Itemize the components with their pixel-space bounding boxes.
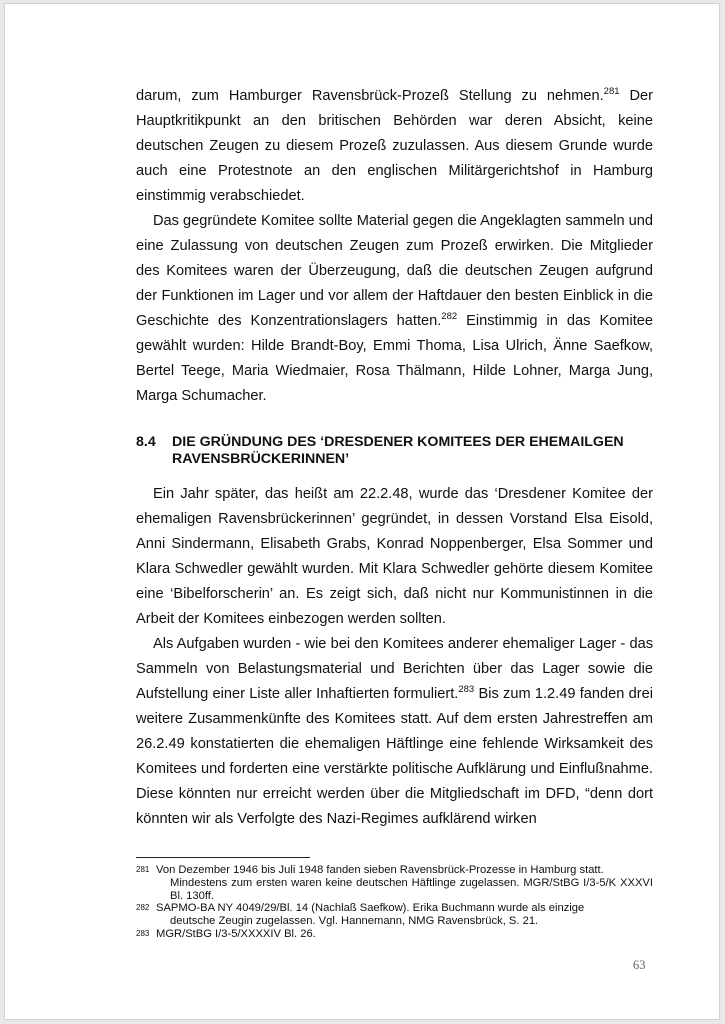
- section-heading: [136, 434, 653, 468]
- section-number: 8.4: [136, 434, 156, 450]
- footnote-text: Von Dezember 1946 bis Juli 1948 fanden sieben Ravensbrück-Prozesse in Hamburg statt.: [156, 864, 604, 876]
- paragraph-3: Ein Jahr später, das heißt am 22.2.48, wurde das ‘Dresdener Komitee der ehemaligen Ravensbrückerinnen’ gegründet, in dessen Vorstand Elsa Eisold, Anni Sindermann, Elisabeth Grabs, Konrad Noppenberger, Elsa Sommer und Klara Schwedler gewählt wurden. Mit Klara Schwedler gehörte diesem Komitee eine ‘Bibelforscherin’ an. Es zeigt sich, daß nicht nur Kommunistinnen in die Arbeit der Komitees einbezogen werden sollten.: [136, 486, 653, 627]
- footnote-number: 282: [136, 903, 150, 913]
- footnote-281: [136, 864, 653, 902]
- footnote-ref-281[interactable]: 281: [603, 86, 620, 97]
- footnote-ref-283[interactable]: 283: [458, 684, 475, 695]
- paragraph-2: Das gegründete Komitee sollte Material gegen die Angeklagten sammeln und eine Zulassung von deutschen Zeugen zum Prozeß erwirken. Die Mitglieder des Komitees waren der Überzeugung, daß die deutschen Zeugen aufgrund der Funktionen im Lager und vor allem der Haftdauer den besten Einblick in die Geschichte des Konzentrationslagers hatten.$^{282}$ Einstimmig in das Komitee gewählt wurden: Hilde Brandt-Boy, Emmi Thoma, Lisa Ulrich, Änne Saefkow, Bertel Teege, Maria Wiedmaier, Rosa Thälmann, Hilde Lohner, Marga Jung, Marga Schumacher.: [136, 213, 653, 404]
- footnote-text-cont: Mindestens zum ersten waren keine deutschen Häftlinge zugelassen. MGR/StBG I/3-5/K XXXVI Bl. 130ff.: [170, 876, 653, 902]
- footnote-number: 281: [136, 865, 150, 874]
- footnote-282: [136, 902, 653, 928]
- page-number: 63: [633, 958, 646, 972]
- footnote-separator: [136, 857, 310, 858]
- paragraph-4: Als Aufgaben wurden - wie bei den Komitees anderer ehemaliger Lager - das Sammeln von Belastungsmaterial und Berichten über das Lager sowie die Aufstellung einer Liste aller Inhaftierten formuliert.$^{283}$ Bis zum 1.2.49 fanden drei weitere Zusammenkünfte des Komitees statt. Auf dem ersten Jahrestreffen am 26.2.49 konstatierten die ehemaligen Häftlinge eine fehlende Wirksamkeit des Komitees und forderten eine verstärkte politische Aufklärung und Einflußnahme. Diese könnten nur erreicht werden über die Mitgliedschaft im DFD, “denn dort könnten wir als Verfolgte des Nazi-Regimes aufklärend wirken: [136, 636, 653, 827]
- body-text: [136, 84, 653, 832]
- footnote-number: 283: [136, 928, 150, 938]
- paragraph-1: darum, zum Hamburger Ravensbrück-Prozeß Stellung zu nehmen.$^{281}$ Der Hauptkritikpunkt an den britischen Behörden war deren Absicht, keine deutschen Zeugen zu diesem Prozeß zuzulassen. Aus diesem Grunde wurde auch eine Protestnote an den englischen Militärgerichtshof in Hamburg einstimmig verabschiedet.: [136, 86, 653, 204]
- section-title: DIE GRÜNDUNG DES ‘DRESDENER KOMITEES DER EHEMAILGEN RAVENSBRÜCKERINNEN’: [172, 434, 624, 467]
- footnote-283: [136, 928, 653, 941]
- footnote-ref-282[interactable]: 282: [441, 311, 458, 322]
- footnotes: [136, 857, 653, 941]
- footnote-text: SAPMO-BA NY 4049/29/Bl. 14 (Nachlaß Saefkow). Erika Buchmann wurde als einzige: [156, 902, 585, 915]
- footnote-text: MGR/StBG I/3-5/XXXXIV Bl. 26.: [156, 927, 316, 940]
- footnote-text-cont: deutsche Zeugin zugelassen. Vgl. Hannemann, NMG Ravensbrück, S. 21.: [170, 915, 539, 928]
